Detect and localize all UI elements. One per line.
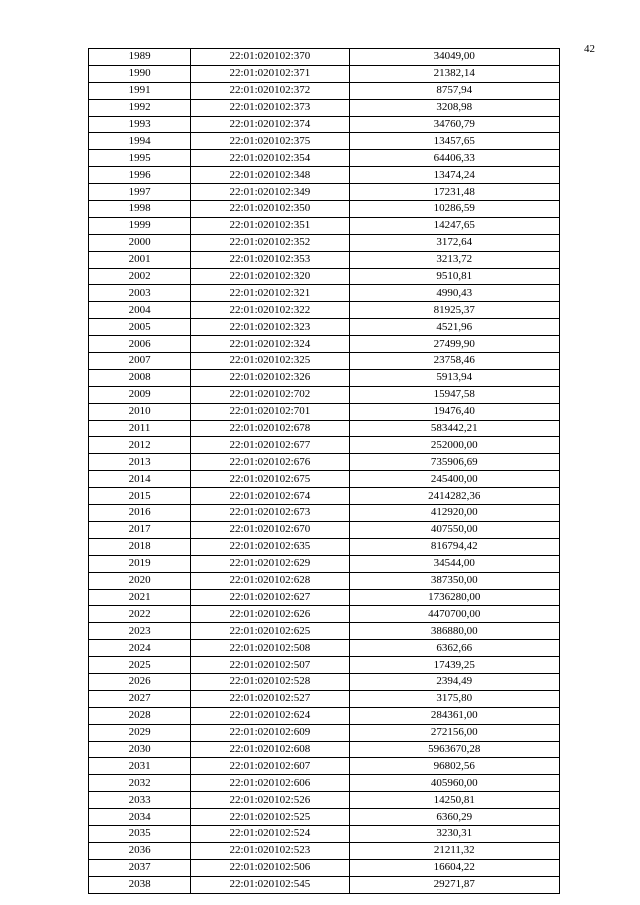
cadastral-number-cell: 22:01:020102:523 [191,842,349,859]
row-number-cell: 2021 [89,589,191,606]
cadastral-number-cell: 22:01:020102:322 [191,302,349,319]
cadastral-number-cell: 22:01:020102:353 [191,251,349,268]
row-number-cell: 2030 [89,741,191,758]
value-cell: 19476,40 [349,403,559,420]
cadastral-number-cell: 22:01:020102:527 [191,690,349,707]
row-number-cell: 2025 [89,657,191,674]
table-row [89,589,560,606]
cadastral-number-cell: 22:01:020102:320 [191,268,349,285]
table-row [89,657,560,674]
value-cell: 2394,49 [349,673,559,690]
row-number-cell: 1996 [89,167,191,184]
table-row [89,49,560,66]
cadastral-number-cell: 22:01:020102:324 [191,336,349,353]
table-row [89,268,560,285]
row-number-cell: 2004 [89,302,191,319]
cadastral-number-cell: 22:01:020102:508 [191,640,349,657]
value-cell: 34049,00 [349,49,559,66]
row-number-cell: 1989 [89,49,191,66]
cadastral-number-cell: 22:01:020102:375 [191,133,349,150]
row-number-cell: 2037 [89,859,191,876]
cadastral-number-cell: 22:01:020102:323 [191,319,349,336]
value-cell: 3230,31 [349,825,559,842]
table-row [89,707,560,724]
table-row [89,403,560,420]
table-row [89,184,560,201]
value-cell: 3172,64 [349,234,559,251]
table-row [89,285,560,302]
value-cell: 387350,00 [349,572,559,589]
table-row [89,319,560,336]
row-number-cell: 2028 [89,707,191,724]
value-cell: 405960,00 [349,775,559,792]
cadastral-value-table [88,48,560,894]
row-number-cell: 2009 [89,386,191,403]
row-number-cell: 2018 [89,538,191,555]
row-number-cell: 1997 [89,184,191,201]
value-cell: 17231,48 [349,184,559,201]
cadastral-number-cell: 22:01:020102:371 [191,65,349,82]
table-row [89,353,560,370]
table-row [89,876,560,893]
cadastral-number-cell: 22:01:020102:625 [191,623,349,640]
page-number: 42 [584,43,595,55]
row-number-cell: 2020 [89,572,191,589]
cadastral-number-cell: 22:01:020102:351 [191,217,349,234]
value-cell: 27499,90 [349,336,559,353]
table-row [89,82,560,99]
row-number-cell: 2001 [89,251,191,268]
cadastral-number-cell: 22:01:020102:674 [191,488,349,505]
row-number-cell: 2026 [89,673,191,690]
cadastral-number-cell: 22:01:020102:609 [191,724,349,741]
row-number-cell: 2006 [89,336,191,353]
row-number-cell: 2003 [89,285,191,302]
cadastral-number-cell: 22:01:020102:626 [191,606,349,623]
row-number-cell: 1993 [89,116,191,133]
cadastral-number-cell: 22:01:020102:635 [191,538,349,555]
cadastral-number-cell: 22:01:020102:528 [191,673,349,690]
row-number-cell: 2022 [89,606,191,623]
table-row [89,99,560,116]
value-cell: 13474,24 [349,167,559,184]
value-cell: 5963670,28 [349,741,559,758]
value-cell: 9510,81 [349,268,559,285]
value-cell: 272156,00 [349,724,559,741]
value-cell: 21211,32 [349,842,559,859]
row-number-cell: 2011 [89,420,191,437]
cadastral-number-cell: 22:01:020102:545 [191,876,349,893]
row-number-cell: 2024 [89,640,191,657]
value-cell: 6360,29 [349,809,559,826]
cadastral-number-cell: 22:01:020102:702 [191,386,349,403]
value-cell: 245400,00 [349,471,559,488]
table-row [89,471,560,488]
cadastral-number-cell: 22:01:020102:526 [191,792,349,809]
cadastral-number-cell: 22:01:020102:370 [191,49,349,66]
table-row [89,234,560,251]
table-row [89,640,560,657]
row-number-cell: 2016 [89,505,191,522]
value-cell: 16604,22 [349,859,559,876]
value-cell: 8757,94 [349,82,559,99]
row-number-cell: 2014 [89,471,191,488]
row-number-cell: 2012 [89,437,191,454]
row-number-cell: 2002 [89,268,191,285]
table-row [89,741,560,758]
table-row [89,167,560,184]
table-row [89,201,560,218]
value-cell: 64406,33 [349,150,559,167]
cadastral-number-cell: 22:01:020102:701 [191,403,349,420]
row-number-cell: 2005 [89,319,191,336]
cadastral-number-cell: 22:01:020102:352 [191,234,349,251]
row-number-cell: 2038 [89,876,191,893]
value-cell: 1736280,00 [349,589,559,606]
value-cell: 583442,21 [349,420,559,437]
row-number-cell: 2034 [89,809,191,826]
cadastral-number-cell: 22:01:020102:677 [191,437,349,454]
value-cell: 13457,65 [349,133,559,150]
row-number-cell: 2017 [89,521,191,538]
table-body [89,49,560,894]
row-number-cell: 1990 [89,65,191,82]
row-number-cell: 2000 [89,234,191,251]
value-cell: 4470700,00 [349,606,559,623]
row-number-cell: 2031 [89,758,191,775]
table-row [89,606,560,623]
table-row [89,133,560,150]
table-row [89,809,560,826]
cadastral-number-cell: 22:01:020102:676 [191,454,349,471]
row-number-cell: 2027 [89,690,191,707]
cadastral-number-cell: 22:01:020102:628 [191,572,349,589]
row-number-cell: 2032 [89,775,191,792]
row-number-cell: 1995 [89,150,191,167]
table-row [89,302,560,319]
table-row [89,555,560,572]
cadastral-number-cell: 22:01:020102:606 [191,775,349,792]
value-cell: 17439,25 [349,657,559,674]
table-row [89,673,560,690]
value-cell: 4990,43 [349,285,559,302]
table-row [89,572,560,589]
row-number-cell: 1998 [89,201,191,218]
value-cell: 2414282,36 [349,488,559,505]
value-cell: 29271,87 [349,876,559,893]
table-row [89,758,560,775]
row-number-cell: 2036 [89,842,191,859]
table-row [89,521,560,538]
cadastral-number-cell: 22:01:020102:525 [191,809,349,826]
cadastral-number-cell: 22:01:020102:374 [191,116,349,133]
table-row [89,420,560,437]
row-number-cell: 2015 [89,488,191,505]
cadastral-number-cell: 22:01:020102:507 [191,657,349,674]
value-cell: 10286,59 [349,201,559,218]
row-number-cell: 1991 [89,82,191,99]
table-row [89,842,560,859]
row-number-cell: 2023 [89,623,191,640]
cadastral-number-cell: 22:01:020102:350 [191,201,349,218]
cadastral-number-cell: 22:01:020102:354 [191,150,349,167]
row-number-cell: 1992 [89,99,191,116]
table-row [89,369,560,386]
table-row [89,724,560,741]
table-row [89,150,560,167]
table-row [89,859,560,876]
cadastral-number-cell: 22:01:020102:325 [191,353,349,370]
value-cell: 412920,00 [349,505,559,522]
value-cell: 407550,00 [349,521,559,538]
table-row [89,454,560,471]
value-cell: 3208,98 [349,99,559,116]
table-row [89,505,560,522]
value-cell: 5913,94 [349,369,559,386]
value-cell: 4521,96 [349,319,559,336]
table-row [89,336,560,353]
row-number-cell: 1994 [89,133,191,150]
table-row [89,65,560,82]
row-number-cell: 2007 [89,353,191,370]
value-cell: 735906,69 [349,454,559,471]
cadastral-number-cell: 22:01:020102:675 [191,471,349,488]
value-cell: 816794,42 [349,538,559,555]
cadastral-number-cell: 22:01:020102:372 [191,82,349,99]
row-number-cell: 2010 [89,403,191,420]
table-row [89,116,560,133]
cadastral-number-cell: 22:01:020102:348 [191,167,349,184]
value-cell: 3175,80 [349,690,559,707]
value-cell: 386880,00 [349,623,559,640]
cadastral-number-cell: 22:01:020102:624 [191,707,349,724]
cadastral-number-cell: 22:01:020102:608 [191,741,349,758]
cadastral-number-cell: 22:01:020102:678 [191,420,349,437]
table-row [89,217,560,234]
row-number-cell: 2033 [89,792,191,809]
table-row [89,690,560,707]
cadastral-number-cell: 22:01:020102:673 [191,505,349,522]
table-row [89,538,560,555]
row-number-cell: 2035 [89,825,191,842]
row-number-cell: 1999 [89,217,191,234]
value-cell: 81925,37 [349,302,559,319]
table-row [89,437,560,454]
value-cell: 252000,00 [349,437,559,454]
value-cell: 14247,65 [349,217,559,234]
value-cell: 96802,56 [349,758,559,775]
table-row [89,792,560,809]
cadastral-number-cell: 22:01:020102:670 [191,521,349,538]
value-cell: 3213,72 [349,251,559,268]
cadastral-number-cell: 22:01:020102:321 [191,285,349,302]
table-row [89,386,560,403]
value-cell: 15947,58 [349,386,559,403]
cadastral-number-cell: 22:01:020102:524 [191,825,349,842]
row-number-cell: 2019 [89,555,191,572]
value-cell: 6362,66 [349,640,559,657]
row-number-cell: 2013 [89,454,191,471]
cadastral-number-cell: 22:01:020102:506 [191,859,349,876]
table-row [89,775,560,792]
value-cell: 21382,14 [349,65,559,82]
cadastral-number-cell: 22:01:020102:349 [191,184,349,201]
row-number-cell: 2029 [89,724,191,741]
value-cell: 34760,79 [349,116,559,133]
cadastral-number-cell: 22:01:020102:373 [191,99,349,116]
table-row [89,825,560,842]
value-cell: 14250,81 [349,792,559,809]
table-row [89,623,560,640]
table-row [89,488,560,505]
value-cell: 23758,46 [349,353,559,370]
cadastral-number-cell: 22:01:020102:326 [191,369,349,386]
value-cell: 284361,00 [349,707,559,724]
cadastral-number-cell: 22:01:020102:607 [191,758,349,775]
value-cell: 34544,00 [349,555,559,572]
cadastral-number-cell: 22:01:020102:629 [191,555,349,572]
table-row [89,251,560,268]
row-number-cell: 2008 [89,369,191,386]
cadastral-number-cell: 22:01:020102:627 [191,589,349,606]
